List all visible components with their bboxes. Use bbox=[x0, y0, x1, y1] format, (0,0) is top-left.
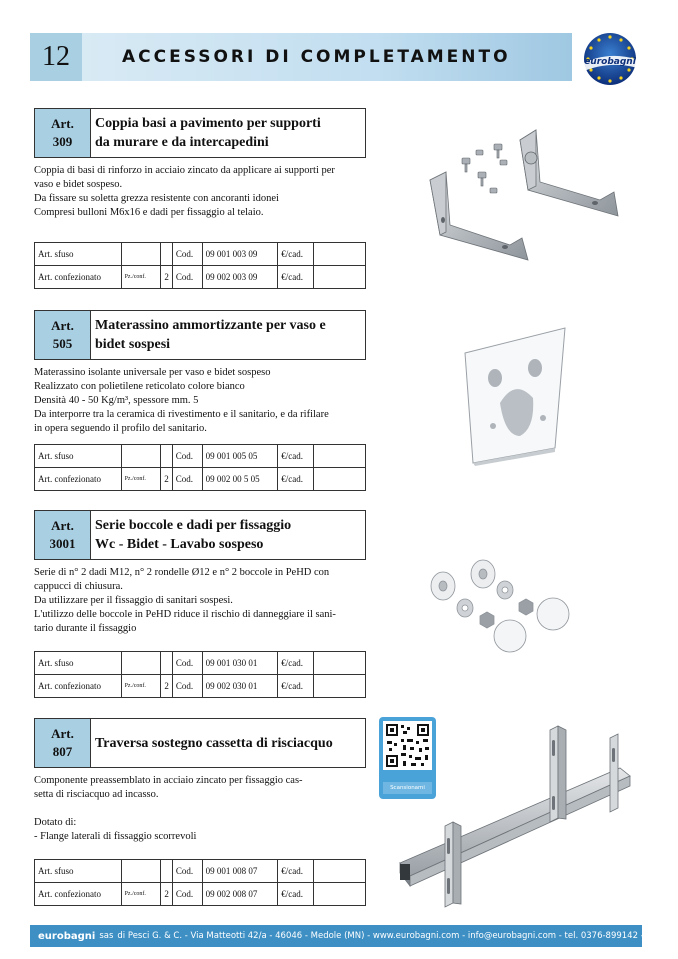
qty bbox=[161, 652, 173, 675]
cod-label: Cod. bbox=[172, 675, 202, 698]
table-row bbox=[35, 243, 366, 266]
pz-label: Pz./conf. bbox=[121, 675, 161, 698]
section-art-309 bbox=[34, 108, 366, 282]
product-code: 09 001 003 09 bbox=[202, 243, 278, 266]
product-code: 09 002 00 5 05 bbox=[202, 468, 278, 491]
article-code-box bbox=[35, 311, 91, 359]
product-code: 09 001 008 07 bbox=[202, 860, 278, 883]
cod-label: Cod. bbox=[172, 243, 202, 266]
description-line: setta di risciacquo ad incasso. bbox=[34, 789, 159, 800]
article-number: 309 bbox=[52, 134, 73, 149]
footer-brand: eurobagni bbox=[38, 930, 96, 942]
article-title-line2: Wc - Bidet - Lavabo sospeso bbox=[95, 537, 264, 552]
description-line: Densità 40 - 50 Kg/m³, spessore mm. 5 bbox=[34, 395, 199, 406]
product-code: 09 002 003 09 bbox=[202, 266, 278, 289]
mat-image bbox=[455, 318, 575, 468]
row-label: Art. sfuso bbox=[35, 860, 122, 883]
product-code: 09 001 005 05 bbox=[202, 445, 278, 468]
unit-label: €/cad. bbox=[278, 675, 314, 698]
table-row bbox=[35, 652, 366, 675]
article-title-line1: Traversa sostegno cassetta di risciacquo bbox=[95, 735, 333, 751]
section-art-3001 bbox=[34, 510, 366, 691]
table-row bbox=[35, 675, 366, 698]
qty bbox=[161, 860, 173, 883]
article-label: Art. bbox=[51, 318, 74, 333]
description-line: Componente preassemblato in acciaio zincato per fissaggio cas- bbox=[34, 775, 303, 786]
row-label: Art. confezionato bbox=[35, 468, 122, 491]
description-line: in opera seguendo il profilo del sanitario. bbox=[34, 423, 207, 434]
article-code-box bbox=[35, 109, 91, 157]
unit-label: €/cad. bbox=[278, 266, 314, 289]
table-row bbox=[35, 468, 366, 491]
article-code-box bbox=[35, 719, 91, 767]
price-cell bbox=[314, 675, 366, 698]
table-row bbox=[35, 266, 366, 289]
article-description bbox=[34, 774, 366, 844]
cod-label: Cod. bbox=[172, 883, 202, 906]
price-cell bbox=[314, 445, 366, 468]
pz-label bbox=[121, 243, 161, 266]
qty bbox=[161, 243, 173, 266]
page-footer bbox=[30, 925, 642, 947]
article-title bbox=[91, 719, 365, 767]
table-row bbox=[35, 883, 366, 906]
cod-label: Cod. bbox=[172, 860, 202, 883]
unit-label: €/cad. bbox=[278, 652, 314, 675]
eurobagni-logo bbox=[575, 31, 645, 87]
code-table bbox=[34, 859, 366, 906]
qty bbox=[161, 445, 173, 468]
row-label: Art. confezionato bbox=[35, 266, 122, 289]
footer-contact: di Pesci G. & C. - Via Matteotti 42/a - 46046 - Medole (MN) - www.eurobagni.com - info@eurobagni.com - tel. 0376-899142 - bbox=[117, 931, 644, 941]
description-line: - Flange laterali di fissaggio scorrevoli bbox=[34, 831, 197, 842]
table-row bbox=[35, 445, 366, 468]
page-title-bar bbox=[82, 33, 572, 81]
description-line: Materassino isolante universale per vaso e bidet sospeso bbox=[34, 367, 271, 378]
qty: 2 bbox=[161, 675, 173, 698]
description-line: tario durante il fissaggio bbox=[34, 623, 137, 634]
pz-label: Pz./conf. bbox=[121, 883, 161, 906]
article-code-box bbox=[35, 511, 91, 559]
article-title bbox=[91, 511, 365, 559]
description-line: Dotato di: bbox=[34, 817, 77, 828]
article-title-line1: Serie boccole e dadi per fissaggio bbox=[95, 518, 292, 533]
unit-label: €/cad. bbox=[278, 243, 314, 266]
pz-label bbox=[121, 860, 161, 883]
svg-text:eurobagni: eurobagni bbox=[584, 57, 636, 67]
section-art-807 bbox=[34, 718, 366, 899]
qty: 2 bbox=[161, 266, 173, 289]
section-art-505 bbox=[34, 310, 366, 484]
pz-label: Pz./conf. bbox=[121, 468, 161, 491]
article-description bbox=[34, 566, 366, 636]
unit-label: €/cad. bbox=[278, 468, 314, 491]
page-number: 12 bbox=[30, 33, 82, 81]
article-number: 505 bbox=[52, 336, 73, 351]
unit-label: €/cad. bbox=[278, 445, 314, 468]
article-number: 3001 bbox=[49, 536, 76, 551]
cod-label: Cod. bbox=[172, 468, 202, 491]
description-line: Coppia di basi di rinforzo in acciaio zincato da applicare ai supporti per bbox=[34, 165, 335, 176]
row-label: Art. confezionato bbox=[35, 883, 122, 906]
code-table bbox=[34, 242, 366, 289]
cod-label: Cod. bbox=[172, 445, 202, 468]
row-label: Art. sfuso bbox=[35, 243, 122, 266]
row-label: Art. confezionato bbox=[35, 675, 122, 698]
bushings-nuts-image bbox=[415, 548, 575, 658]
price-cell bbox=[314, 652, 366, 675]
description-line: Da fissare su soletta grezza resistente con ancoranti idonei bbox=[34, 193, 279, 204]
article-description bbox=[34, 366, 366, 436]
pz-label bbox=[121, 445, 161, 468]
article-title-line1: Materassino ammortizzante per vaso e bbox=[95, 318, 326, 333]
article-header bbox=[34, 718, 366, 768]
description-line: Compresi bulloni M6x16 e dadi per fissaggio al telaio. bbox=[34, 207, 264, 218]
description-line bbox=[34, 802, 366, 816]
description-line: Realizzato con polietilene reticolato colore bianco bbox=[34, 381, 245, 392]
cod-label: Cod. bbox=[172, 652, 202, 675]
article-description bbox=[34, 164, 366, 220]
article-label: Art. bbox=[51, 518, 74, 533]
article-label: Art. bbox=[51, 726, 74, 741]
article-header bbox=[34, 510, 366, 560]
cistern-crossbar-image bbox=[385, 718, 645, 918]
article-title-line2: bidet sospesi bbox=[95, 337, 171, 352]
unit-label: €/cad. bbox=[278, 860, 314, 883]
product-code: 09 002 008 07 bbox=[202, 883, 278, 906]
description-line: Serie di n° 2 dadi M12, n° 2 rondelle Ø12 e n° 2 boccole in PeHD con bbox=[34, 567, 330, 578]
page-title: ACCESSORI DI COMPLETAMENTO bbox=[122, 47, 511, 67]
scan-label: Scansionami bbox=[390, 785, 425, 791]
footer-sas: sas bbox=[99, 931, 114, 941]
table-row bbox=[35, 860, 366, 883]
article-header bbox=[34, 108, 366, 158]
article-title bbox=[91, 109, 365, 157]
pz-label bbox=[121, 652, 161, 675]
unit-label: €/cad. bbox=[278, 883, 314, 906]
floor-bracket-image bbox=[410, 120, 630, 270]
price-cell bbox=[314, 468, 366, 491]
article-number: 807 bbox=[52, 744, 73, 759]
code-table bbox=[34, 651, 366, 698]
article-title-line2: da murare e da intercapedini bbox=[95, 135, 269, 150]
price-cell bbox=[314, 883, 366, 906]
cod-label: Cod. bbox=[172, 266, 202, 289]
qty: 2 bbox=[161, 468, 173, 491]
price-cell bbox=[314, 266, 366, 289]
row-label: Art. sfuso bbox=[35, 652, 122, 675]
description-line: Da interporre tra la ceramica di rivestimento e il sanitario, e da rifilare bbox=[34, 409, 329, 420]
description-line: vaso e bidet sospeso. bbox=[34, 179, 123, 190]
article-title-line1: Coppia basi a pavimento per supporti bbox=[95, 116, 321, 131]
description-line: Da utilizzare per il fissaggio di sanitari sospesi. bbox=[34, 595, 233, 606]
page-header bbox=[30, 33, 642, 81]
row-label: Art. sfuso bbox=[35, 445, 122, 468]
article-label: Art. bbox=[51, 116, 74, 131]
product-code: 09 001 030 01 bbox=[202, 652, 278, 675]
code-table bbox=[34, 444, 366, 491]
price-cell bbox=[314, 860, 366, 883]
price-cell bbox=[314, 243, 366, 266]
pz-label: Pz./conf. bbox=[121, 266, 161, 289]
article-title bbox=[91, 311, 365, 359]
qty: 2 bbox=[161, 883, 173, 906]
product-code: 09 002 030 01 bbox=[202, 675, 278, 698]
article-header bbox=[34, 310, 366, 360]
description-line: L'utilizzo delle boccole in PeHD riduce il rischio di danneggiare il sani- bbox=[34, 609, 336, 620]
description-line: cappucci di chiusura. bbox=[34, 581, 123, 592]
